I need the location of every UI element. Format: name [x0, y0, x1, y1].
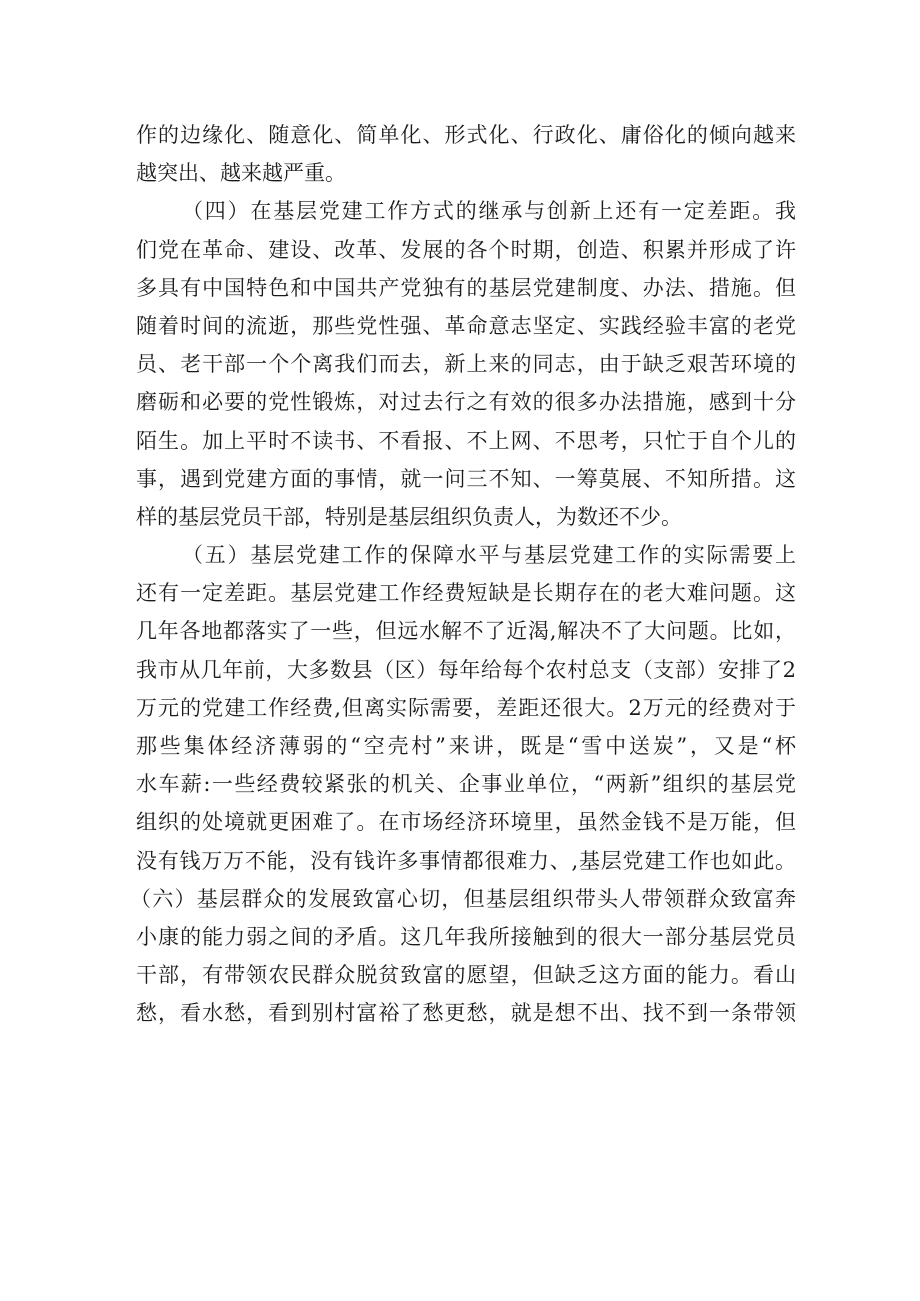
text-line: 作的边缘化、随意化、简单化、形式化、行政化、庸俗化的倾向越来 [136, 123, 796, 147]
text-line: 员、老干部一个个离我们而去，新上来的同志，由于缺乏艰苦环境的 [136, 352, 796, 377]
text-line: 样的基层党员干部，特别是基层组织负责人，为数还不少。 [136, 504, 682, 529]
text-line: 事，遇到党建方面的事情，就一问三不知、一筹莫展、不知所措。这 [136, 466, 796, 491]
text-line: 万元的党建工作经费,但离实际需要，差距还很大。2万元的经费对于 [136, 695, 796, 720]
text-line: 没有钱万万不能，没有钱许多事情都很难力、,基层党建工作也如此。 [136, 848, 796, 873]
text-line: 随着时间的流逝，那些党性强、革命意志坚定、实践经验丰富的老党 [136, 313, 796, 338]
section-four-heading-line: （四）在基层党建工作方式的继承与创新上还有一定差距。我 [182, 199, 796, 224]
text-line: 陌生。加上平时不读书、不看报、不上网、不思考，只忙于自个儿的 [136, 428, 796, 453]
text-line: 我市从几年前，大多数县（区）每年给每个农村总支（支部）安排了2 [136, 657, 796, 682]
text-line: 磨砺和必要的党性锻炼，对过去行之有效的很多办法措施，感到十分 [136, 390, 796, 415]
text-line: 组织的处境就更困难了。在市场经济环境里，虽然金钱不是万能，但 [136, 810, 796, 835]
text-line: 多具有中国特色和中国共产党独有的基层党建制度、办法、措施。但 [136, 275, 796, 300]
document-body [130, 116, 796, 1033]
text-line: 还有一定差距。基层党建工作经费短缺是长期存在的老大难问题。这 [136, 581, 796, 606]
section-six-heading-line: （六）基层群众的发展致富心切，但基层组织带头人带领群众致富奔 [130, 886, 796, 911]
text-line: 几年各地都落实了一些，但远水解不了近渴,解决不了大问题。比如， [136, 619, 796, 644]
text-line: 那些集体经济薄弱的“空壳村”来讲，既是“雪中送炭”，又是“杯 [136, 734, 796, 758]
text-line: 小康的能力弱之间的矛盾。这几年我所接触到的很大一部分基层党员 [136, 924, 796, 949]
section-five-heading-line: （五）基层党建工作的保障水平与基层党建工作的实际需要上 [182, 543, 796, 568]
text-line: 越突出、越来越严重。 [136, 161, 346, 186]
text-line: 干部，有带领农民群众脱贫致富的愿望，但缺乏这方面的能力。看山 [136, 963, 796, 988]
text-line: 们党在革命、建设、改革、发展的各个时期，创造、积累并形成了许 [136, 237, 796, 262]
text-line: 愁，看水愁，看到别村富裕了愁更愁，就是想不出、找不到一条带领 [136, 1001, 796, 1026]
text-line: 水车薪:一些经费较紧张的机关、企事业单位，“两新”组织的基层党 [136, 772, 796, 797]
